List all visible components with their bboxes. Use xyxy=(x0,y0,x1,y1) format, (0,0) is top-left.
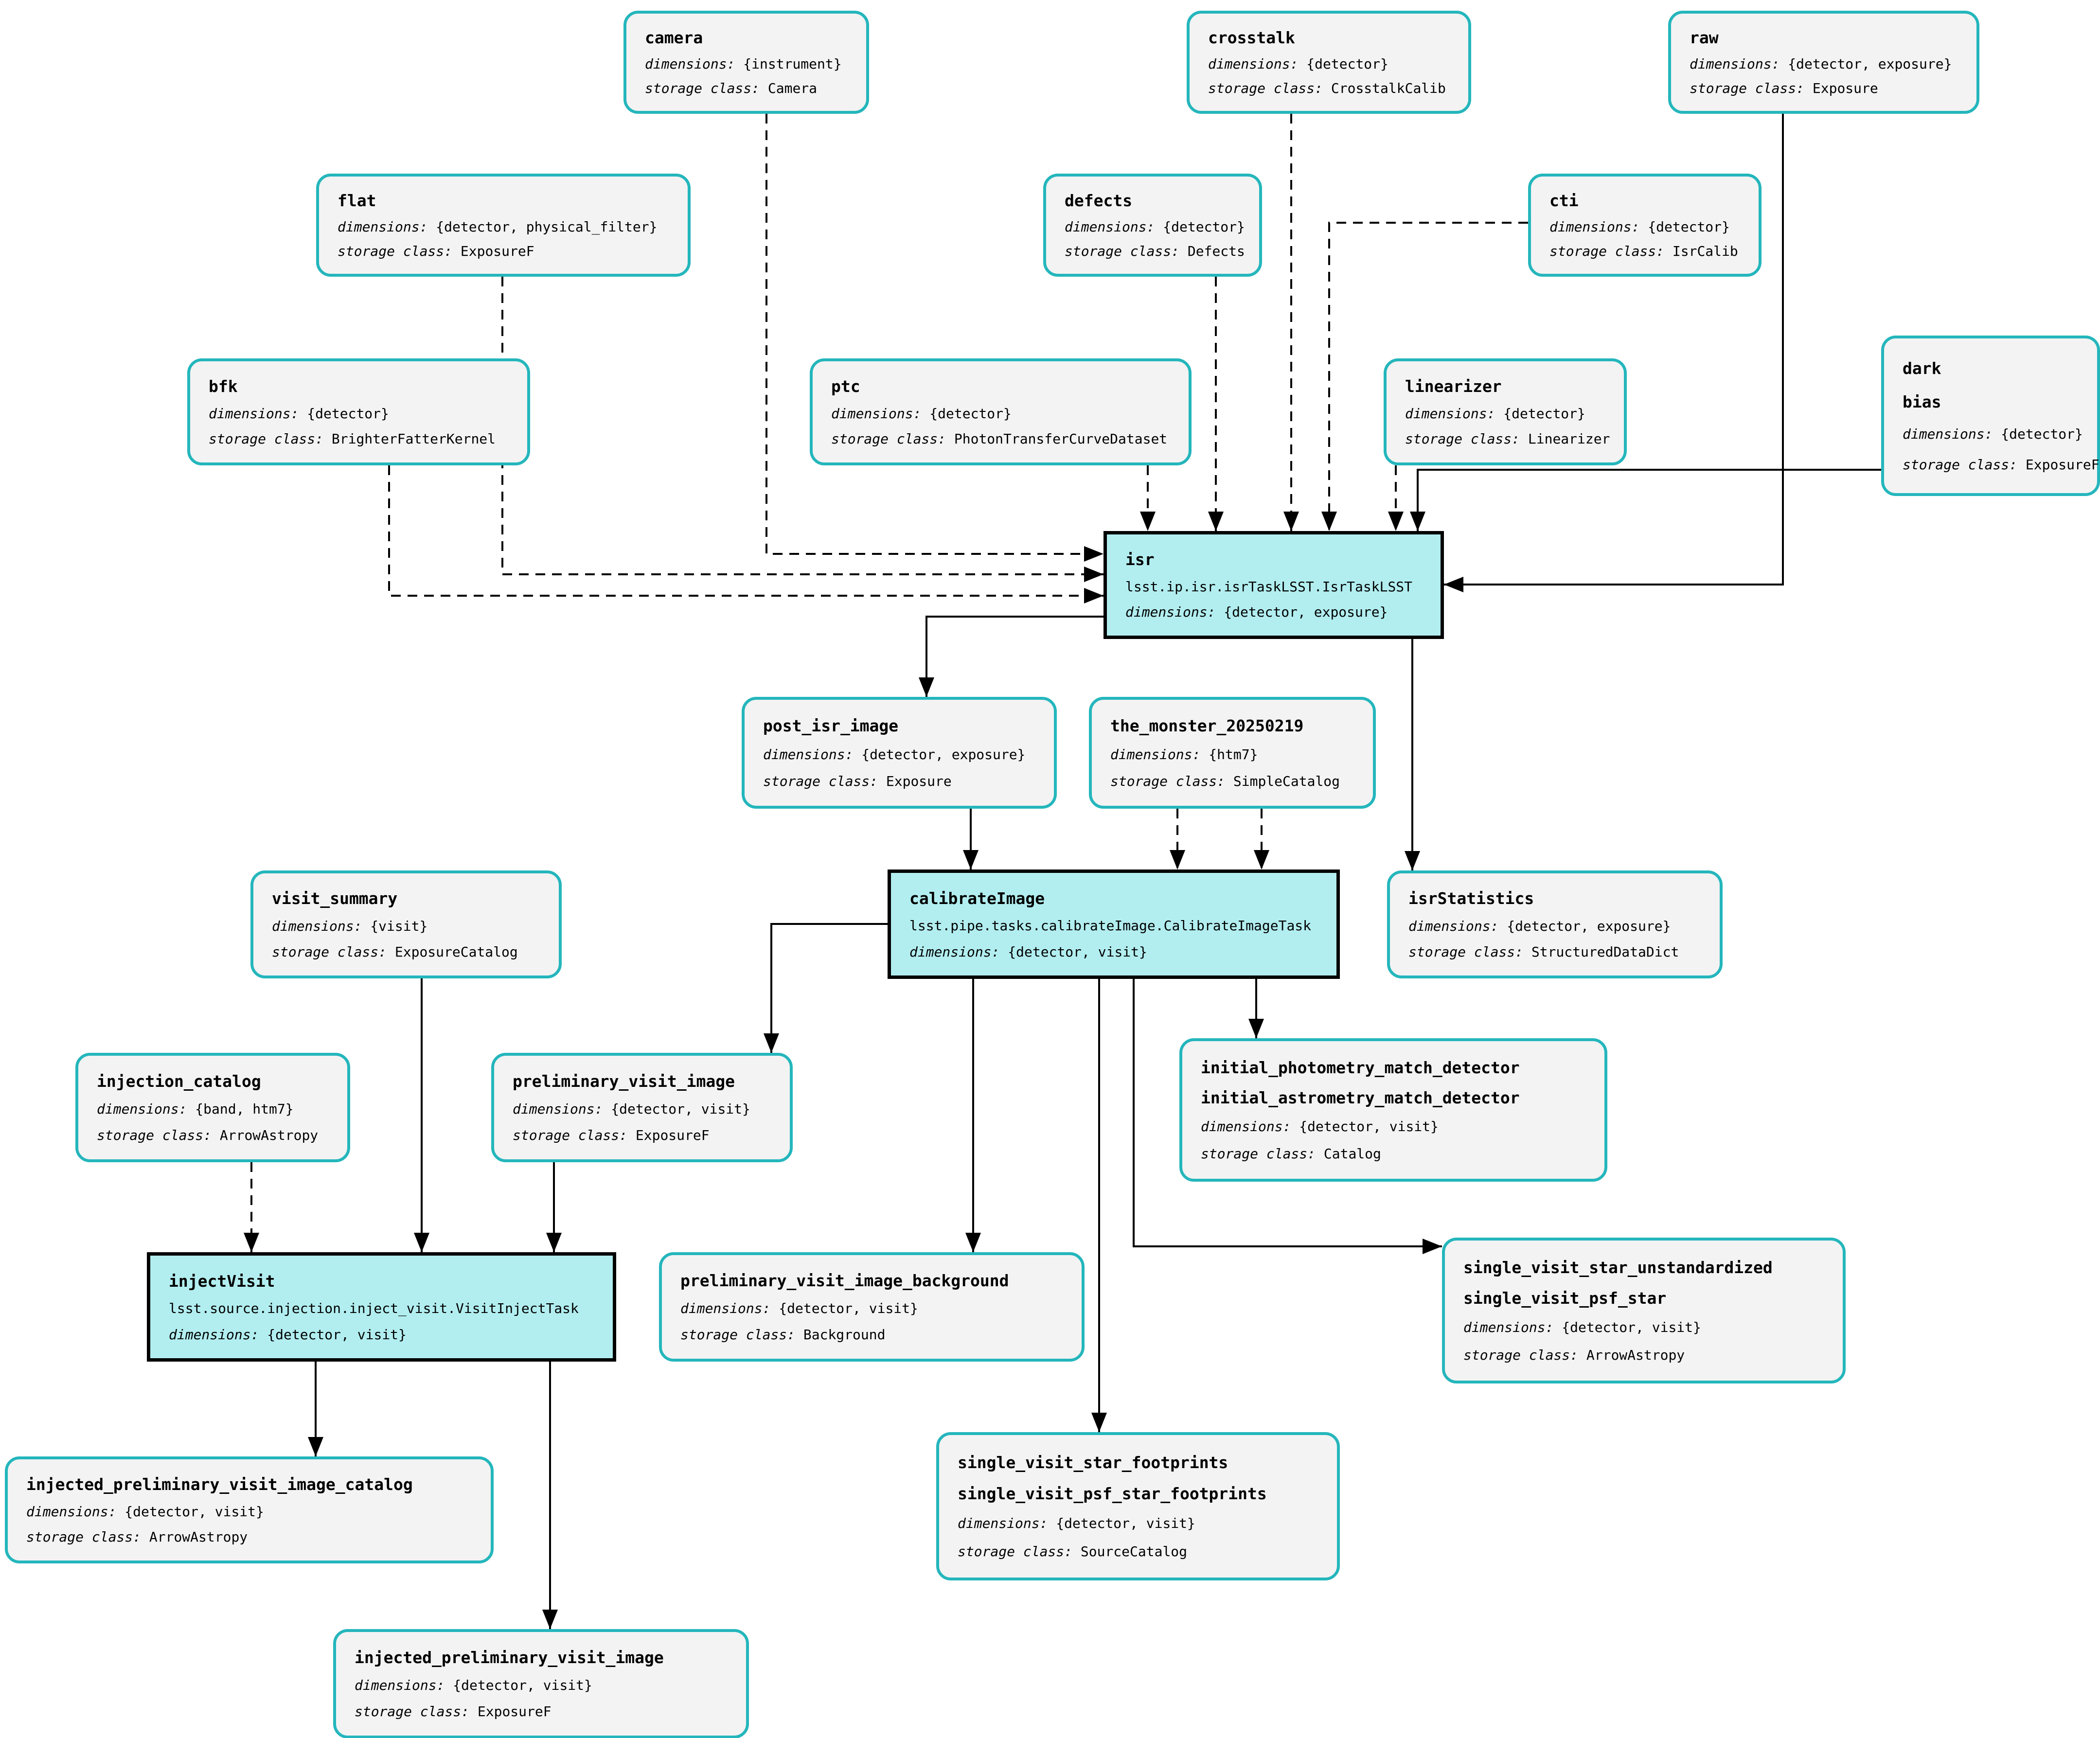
node-post_isr_image[interactable] xyxy=(742,697,1057,809)
dimensions-label: dimensions: xyxy=(1903,426,1993,442)
node-crosstalk[interactable] xyxy=(1187,11,1471,114)
dimensions-value: {detector} xyxy=(1155,218,1245,235)
dimensions-value: {detector, visit} xyxy=(999,943,1147,960)
node-single_visit_star_unstandardized[interactable] xyxy=(1442,1238,1846,1383)
node-title: ptc xyxy=(831,376,860,396)
node-title: preliminary_visit_image xyxy=(513,1072,735,1091)
node-title: injected_preliminary_visit_image_catalog xyxy=(26,1474,413,1494)
storage-class-line xyxy=(1549,243,1750,259)
dimensions-line xyxy=(355,1677,737,1693)
storage-class-label: storage class: xyxy=(1110,773,1226,789)
dimensions-label: dimensions: xyxy=(209,405,299,422)
storage-class-label: storage class: xyxy=(1549,243,1665,260)
storage-class-line xyxy=(831,431,1180,447)
dimensions-line xyxy=(1405,406,1615,422)
node-title: the_monster_20250219 xyxy=(1110,716,1304,736)
dimensions-label: dimensions: xyxy=(272,918,362,934)
dimensions-line xyxy=(97,1101,338,1117)
storage-class-line xyxy=(680,1327,1073,1343)
node-isrStatistics[interactable] xyxy=(1387,870,1723,978)
storage-class-value: Background xyxy=(795,1327,886,1343)
dimensions-line xyxy=(1408,918,1711,934)
dimensions-line xyxy=(338,219,679,235)
node-title: linearizer xyxy=(1405,376,1502,396)
edge-bfk-to-isr xyxy=(389,465,1103,596)
dimensions-label: dimensions: xyxy=(958,1515,1048,1531)
node-the_monster_20250219[interactable] xyxy=(1089,697,1376,809)
storage-class-label: storage class: xyxy=(1408,943,1524,960)
task-class-path: lsst.source.injection.inject_visit.VisitInjectTask xyxy=(169,1300,579,1316)
dimensions-label: dimensions: xyxy=(97,1101,187,1117)
storage-class-line xyxy=(355,1703,737,1720)
node-title: post_isr_image xyxy=(763,716,899,736)
dimensions-label: dimensions: xyxy=(763,746,854,763)
dimensions-label: dimensions: xyxy=(645,55,735,72)
storage-class-label: storage class: xyxy=(1065,243,1180,260)
node-title: dark xyxy=(1903,359,1941,378)
node-title: preliminary_visit_image_background xyxy=(680,1271,1009,1290)
dimensions-value: {detector, exposure} xyxy=(1780,55,1952,72)
node-title: initial_photometry_match_detector xyxy=(1201,1058,1520,1077)
dimensions-value: {detector, physical_filter} xyxy=(427,218,658,235)
storage-class-label: storage class: xyxy=(26,1529,142,1545)
node-single_visit_star_footprints[interactable] xyxy=(936,1432,1340,1580)
node-linearizer[interactable] xyxy=(1384,358,1627,465)
node-title: calibrateImage xyxy=(909,888,1045,908)
node-title: raw xyxy=(1690,28,1719,47)
storage-class-label: storage class: xyxy=(1208,80,1323,97)
dimensions-label: dimensions: xyxy=(1408,918,1499,934)
dimensions-line xyxy=(1549,219,1750,235)
storage-class-label: storage class: xyxy=(1690,80,1805,97)
dimensions-label: dimensions: xyxy=(513,1101,603,1117)
node-title: injectVisit xyxy=(169,1271,275,1291)
storage-class-label: storage class: xyxy=(680,1327,796,1343)
task-class-path: lsst.ip.isr.isrTaskLSST.IsrTaskLSST xyxy=(1125,578,1413,595)
storage-class-value: Camera xyxy=(760,80,818,97)
dimensions-line xyxy=(763,746,1045,763)
storage-class-line xyxy=(645,80,857,96)
node-title: bias xyxy=(1903,392,1941,411)
dimensions-label: dimensions: xyxy=(680,1300,771,1316)
storage-class-line xyxy=(763,773,1045,789)
storage-class-value: ArrowAstropy xyxy=(1578,1347,1685,1363)
dimensions-line xyxy=(169,1327,604,1343)
storage-class-value: ExposureF xyxy=(469,1703,552,1720)
dimensions-line xyxy=(1201,1118,1596,1135)
dimensions-value: {detector, visit} xyxy=(603,1101,750,1117)
node-title: camera xyxy=(645,28,703,47)
node-injectVisit[interactable] xyxy=(147,1252,616,1362)
dimensions-line xyxy=(272,918,550,934)
storage-class-value: Exposure xyxy=(1804,80,1878,97)
dimensions-line xyxy=(1125,604,1432,620)
storage-class-label: storage class: xyxy=(831,431,946,447)
dimensions-line xyxy=(645,56,857,72)
dimensions-label: dimensions: xyxy=(355,1677,445,1693)
dimensions-label: dimensions: xyxy=(1690,55,1780,72)
dimensions-label: dimensions: xyxy=(1110,746,1201,763)
storage-class-line xyxy=(209,431,518,447)
node-visit_summary[interactable] xyxy=(250,870,562,978)
dimensions-value: {band, htm7} xyxy=(187,1101,294,1117)
dimensions-label: dimensions: xyxy=(1201,1118,1291,1135)
storage-class-line xyxy=(1208,80,1459,96)
dimensions-line xyxy=(1065,219,1250,235)
storage-class-label: storage class: xyxy=(97,1127,212,1143)
dimensions-line xyxy=(1463,1319,1834,1335)
storage-class-line xyxy=(272,944,550,960)
dimensions-line xyxy=(1208,56,1459,72)
storage-class-label: storage class: xyxy=(1405,431,1520,447)
node-injected_preliminary_visit_image[interactable] xyxy=(333,1629,749,1738)
storage-class-value: SourceCatalog xyxy=(1072,1543,1188,1560)
storage-class-value: ExposureF xyxy=(2017,457,2100,473)
storage-class-value: ExposureF xyxy=(452,243,534,260)
storage-class-value: PhotonTransferCurveDataset xyxy=(946,431,1168,447)
node-raw[interactable] xyxy=(1668,11,1979,114)
storage-class-label: storage class: xyxy=(355,1703,470,1720)
dimensions-value: {detector} xyxy=(1639,218,1730,235)
storage-class-value: Catalog xyxy=(1316,1146,1381,1162)
dimensions-label: dimensions: xyxy=(831,405,922,422)
dimensions-value: {detector} xyxy=(299,405,389,422)
node-title: injected_preliminary_visit_image xyxy=(355,1648,664,1667)
node-title: visit_summary xyxy=(272,889,398,908)
dimensions-value: {detector, visit} xyxy=(259,1326,407,1343)
dimensions-line xyxy=(513,1101,781,1117)
node-ptc[interactable] xyxy=(810,358,1192,465)
storage-class-label: storage class: xyxy=(645,80,760,97)
storage-class-line xyxy=(1690,80,1968,96)
edge-isr-to-post_isr_image xyxy=(926,617,1103,697)
dimensions-value: {detector, visit} xyxy=(1553,1319,1701,1335)
dimensions-value: {detector} xyxy=(1298,55,1388,72)
dimensions-value: {instrument} xyxy=(735,55,842,72)
storage-class-line xyxy=(513,1127,781,1143)
storage-class-label: storage class: xyxy=(209,431,324,447)
dimensions-line xyxy=(26,1504,482,1520)
storage-class-label: storage class: xyxy=(338,243,453,260)
node-title: injection_catalog xyxy=(97,1072,261,1091)
task-class-path: lsst.pipe.tasks.calibrateImage.CalibrateImageTask xyxy=(909,918,1312,934)
dimensions-label: dimensions: xyxy=(338,218,428,235)
dimensions-value: {htm7} xyxy=(1200,746,1258,763)
storage-class-label: storage class: xyxy=(272,943,387,960)
node-preliminary_visit_image_background[interactable] xyxy=(659,1252,1085,1362)
storage-class-label: storage class: xyxy=(763,773,878,789)
storage-class-line xyxy=(1405,431,1615,447)
storage-class-value: ExposureF xyxy=(627,1127,710,1143)
node-title: isrStatistics xyxy=(1408,889,1534,908)
node-dark-bias[interactable] xyxy=(1881,336,2100,496)
dimensions-value: {detector, exposure} xyxy=(1215,604,1388,621)
node-title: bfk xyxy=(209,376,238,396)
dimensions-value: {detector, visit} xyxy=(1048,1515,1195,1531)
node-defects[interactable] xyxy=(1043,174,1262,277)
node-title: crosstalk xyxy=(1208,28,1295,47)
dimensions-value: {detector, visit} xyxy=(445,1677,592,1693)
node-title: single_visit_psf_star_footprints xyxy=(958,1484,1267,1503)
dimensions-line xyxy=(1690,56,1968,72)
storage-class-label: storage class: xyxy=(958,1543,1073,1560)
storage-class-line xyxy=(1463,1347,1834,1363)
node-title: isr xyxy=(1125,550,1155,569)
dimensions-value: {visit} xyxy=(362,918,428,934)
storage-class-value: Defects xyxy=(1179,243,1245,260)
storage-class-value: ArrowAstropy xyxy=(212,1127,319,1143)
storage-class-value: StructuredDataDict xyxy=(1523,943,1679,960)
node-bfk[interactable] xyxy=(187,358,530,465)
dimensions-line xyxy=(1903,426,2088,442)
dimensions-label: dimensions: xyxy=(1463,1319,1554,1335)
storage-class-label: storage class: xyxy=(1463,1347,1579,1363)
node-injection_catalog[interactable] xyxy=(75,1053,350,1162)
storage-class-value: ArrowAstropy xyxy=(141,1529,248,1545)
node-initial_match_detector[interactable] xyxy=(1179,1038,1607,1182)
storage-class-line xyxy=(1110,773,1364,789)
dimensions-value: {detector, exposure} xyxy=(1498,918,1671,934)
dimensions-label: dimensions: xyxy=(909,943,1000,960)
storage-class-value: SimpleCatalog xyxy=(1225,773,1340,789)
node-title: defects xyxy=(1065,191,1133,210)
storage-class-value: IsrCalib xyxy=(1664,243,1738,260)
edge-dark-bias-to-isr xyxy=(1418,470,1881,531)
node-title: initial_astrometry_match_detector xyxy=(1201,1088,1520,1107)
dimensions-value: {detector, exposure} xyxy=(853,746,1026,763)
node-title: cti xyxy=(1549,191,1579,210)
storage-class-line xyxy=(97,1127,338,1143)
storage-class-label: storage class: xyxy=(513,1127,628,1143)
node-cti[interactable] xyxy=(1528,174,1762,277)
node-isr[interactable] xyxy=(1103,531,1444,639)
node-title: flat xyxy=(338,191,376,210)
dimensions-value: {detector} xyxy=(1495,405,1585,422)
dimensions-value: {detector} xyxy=(1993,426,2083,442)
storage-class-line xyxy=(1408,944,1711,960)
node-title: single_visit_psf_star xyxy=(1463,1289,1667,1308)
storage-class-line xyxy=(338,243,679,259)
dimensions-label: dimensions: xyxy=(169,1326,259,1343)
storage-class-value: BrighterFatterKernel xyxy=(323,431,496,447)
dimensions-label: dimensions: xyxy=(1405,405,1495,422)
dimensions-label: dimensions: xyxy=(1065,218,1155,235)
storage-class-line xyxy=(1201,1146,1596,1162)
storage-class-line xyxy=(1065,243,1250,259)
storage-class-value: ExposureCatalog xyxy=(387,943,518,960)
dimensions-line xyxy=(831,406,1180,422)
node-flat[interactable] xyxy=(316,174,691,277)
storage-class-line xyxy=(26,1529,482,1545)
storage-class-line xyxy=(958,1543,1328,1560)
storage-class-label: storage class: xyxy=(1903,457,2018,473)
dimensions-value: {detector, visit} xyxy=(1291,1118,1439,1135)
dimensions-value: {detector, visit} xyxy=(116,1503,264,1520)
edge-calibrateImage-to-preliminary_visit_image xyxy=(771,924,888,1053)
storage-class-value: Linearizer xyxy=(1520,431,1610,447)
dimensions-label: dimensions: xyxy=(26,1503,117,1520)
storage-class-value: Exposure xyxy=(878,773,952,789)
storage-class-line xyxy=(1903,457,2100,473)
node-camera[interactable] xyxy=(623,11,869,114)
dimensions-value: {detector, visit} xyxy=(770,1300,918,1316)
dimensions-line xyxy=(1110,746,1364,763)
node-title: single_visit_star_footprints xyxy=(958,1453,1228,1472)
dimensions-line xyxy=(909,944,1328,960)
dimensions-line xyxy=(958,1515,1328,1531)
node-injected_preliminary_visit_image_catalog[interactable] xyxy=(5,1456,494,1563)
dimensions-label: dimensions: xyxy=(1549,218,1640,235)
dimensions-label: dimensions: xyxy=(1208,55,1299,72)
dimensions-value: {detector} xyxy=(921,405,1012,422)
dimensions-line xyxy=(680,1300,1073,1316)
node-title: single_visit_star_unstandardized xyxy=(1463,1258,1773,1277)
node-calibrateImage[interactable] xyxy=(888,869,1340,979)
dimensions-line xyxy=(209,406,518,422)
storage-class-label: storage class: xyxy=(1201,1146,1316,1162)
node-preliminary_visit_image[interactable] xyxy=(491,1053,793,1162)
storage-class-value: CrosstalkCalib xyxy=(1323,80,1446,97)
dimensions-label: dimensions: xyxy=(1125,604,1216,621)
